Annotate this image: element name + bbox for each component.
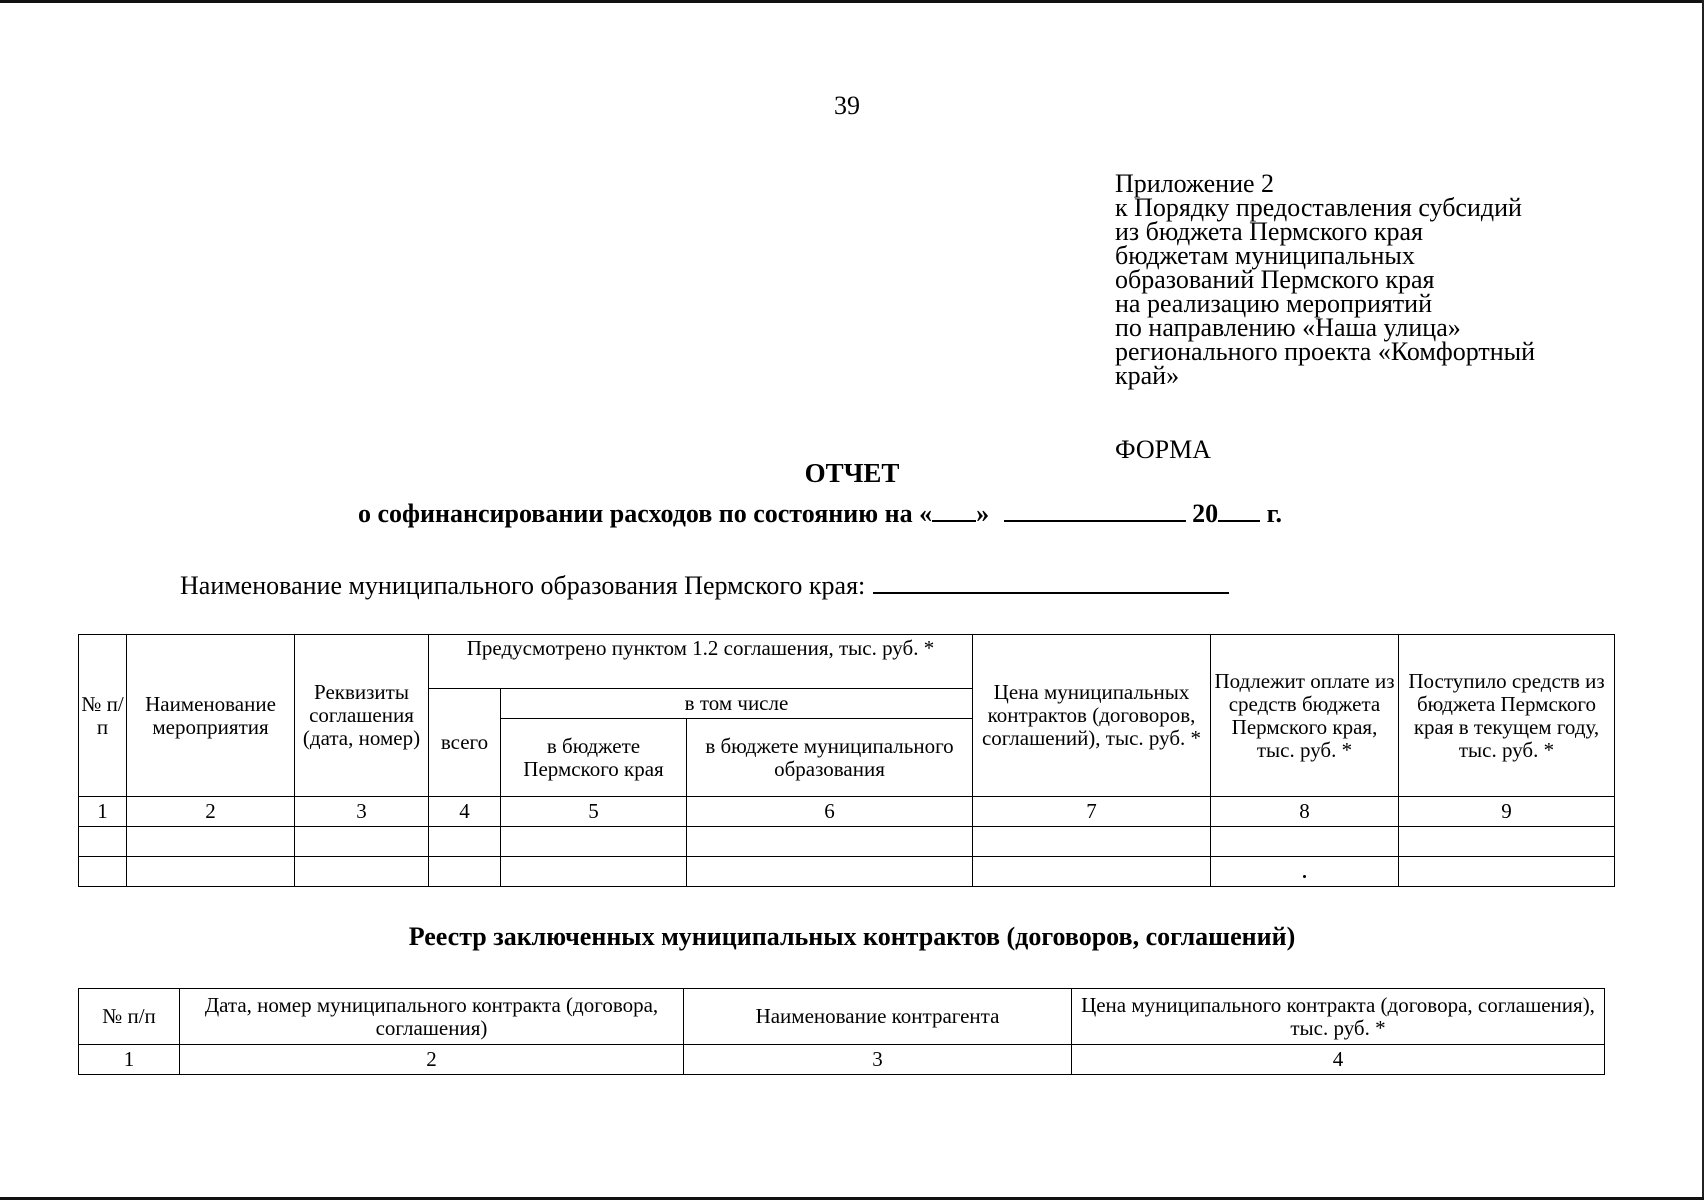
header-contract-price: Цена муниципальных контрактов (договоров, соглашений), тыс. руб. * — [973, 635, 1211, 797]
table-row — [79, 827, 1615, 857]
header-provided-group: Предусмотрено пунктом 1.2 соглашения, тыс. руб. * — [429, 635, 973, 689]
appendix-line: образований Пермского края — [1115, 265, 1435, 294]
registry-header-num: № п/п — [79, 989, 180, 1045]
column-number: 5 — [501, 797, 687, 827]
header-event-name: Наименование мероприятия — [127, 635, 295, 797]
appendix-line: Приложение 2 — [1115, 169, 1275, 198]
table-cell[interactable] — [127, 857, 295, 887]
header-agreement-details: Реквизиты соглашения (дата, номер) — [295, 635, 429, 797]
table-cell[interactable] — [127, 827, 295, 857]
registry-column-number: 1 — [79, 1045, 180, 1075]
table-cell[interactable] — [973, 827, 1211, 857]
table-row — [79, 857, 1615, 887]
contracts-registry-table — [78, 988, 1605, 1075]
table-cell[interactable] — [501, 857, 687, 887]
column-number: 4 — [429, 797, 501, 827]
column-number: 3 — [295, 797, 429, 827]
column-number: 9 — [1399, 797, 1615, 827]
day-blank[interactable] — [932, 496, 976, 522]
cofinancing-table — [78, 634, 1615, 887]
registry-title: Реестр заключенных муниципальных контрактов (договоров, соглашений) — [408, 922, 1296, 951]
appendix-line: по направлению «Наша улица» — [1115, 313, 1461, 342]
table-cell[interactable] — [295, 827, 429, 857]
column-number: 1 — [79, 797, 127, 827]
registry-header-price: Цена муниципального контракта (договора, соглашения), тыс. руб. * — [1072, 989, 1605, 1045]
page-number: 39 — [834, 91, 860, 120]
subtitle-year-prefix: 20 — [1192, 499, 1219, 528]
header-to-be-paid: Подлежит оплате из средств бюджета Пермского края, тыс. руб. * — [1211, 635, 1399, 797]
appendix-line: из бюджета Пермского края — [1115, 217, 1424, 246]
table-cell[interactable] — [79, 857, 127, 887]
header-including: в том числе — [501, 689, 973, 719]
subtitle-quote-close: » — [976, 499, 990, 528]
header-received: Поступило средств из бюджета Пермского края в текущем году, тыс. руб. * — [1399, 635, 1615, 797]
column-number: 6 — [687, 797, 973, 827]
municipality-line — [180, 568, 1229, 601]
report-title: ОТЧЕТ — [804, 458, 900, 488]
registry-column-number: 2 — [180, 1045, 684, 1075]
subtitle-prefix: о софинансировании расходов по состоянию на « — [358, 499, 933, 528]
scan-speck — [1303, 875, 1306, 878]
column-number: 8 — [1211, 797, 1399, 827]
month-blank[interactable] — [1004, 496, 1186, 522]
header-regional-budget: в бюджете Пермского края — [501, 719, 687, 797]
scan-edge-top — [0, 0, 1704, 3]
appendix-line: на реализацию мероприятий — [1115, 289, 1433, 318]
registry-header-date-number: Дата, номер муниципального контракта (договора, соглашения) — [180, 989, 684, 1045]
header-num: № п/п — [79, 635, 127, 797]
appendix-line: к Порядку предоставления субсидий — [1115, 193, 1522, 222]
year-blank[interactable] — [1218, 496, 1260, 522]
appendix-line: регионального проекта «Комфортный — [1115, 337, 1536, 366]
table-cell[interactable] — [687, 827, 973, 857]
forma-label: ФОРМА — [1115, 435, 1211, 464]
table-cell[interactable] — [295, 857, 429, 887]
registry-column-number: 4 — [1072, 1045, 1605, 1075]
table-cell[interactable] — [1399, 827, 1615, 857]
table-cell[interactable] — [687, 857, 973, 887]
subtitle-suffix: г. — [1266, 499, 1282, 528]
table-cell[interactable] — [1399, 857, 1615, 887]
registry-column-number: 3 — [684, 1045, 1072, 1075]
table-cell[interactable] — [973, 857, 1211, 887]
column-number: 2 — [127, 797, 295, 827]
registry-header-counterparty: Наименование контрагента — [684, 989, 1072, 1045]
appendix-block — [1115, 169, 1635, 390]
table-cell[interactable] — [1211, 827, 1399, 857]
municipality-label: Наименование муниципального образования Пермского края: — [180, 571, 866, 600]
table-cell[interactable] — [501, 827, 687, 857]
report-subtitle — [358, 496, 1282, 529]
appendix-line: бюджетам муниципальных — [1115, 241, 1415, 270]
header-municipal-budget: в бюджете муниципального образования — [687, 719, 973, 797]
appendix-line: край» — [1115, 361, 1180, 390]
column-number: 7 — [973, 797, 1211, 827]
table-cell[interactable] — [79, 827, 127, 857]
municipality-blank[interactable] — [873, 568, 1229, 594]
table-cell[interactable] — [1211, 857, 1399, 887]
table-cell[interactable] — [429, 857, 501, 887]
header-total: всего — [429, 689, 501, 797]
table-cell[interactable] — [429, 827, 501, 857]
